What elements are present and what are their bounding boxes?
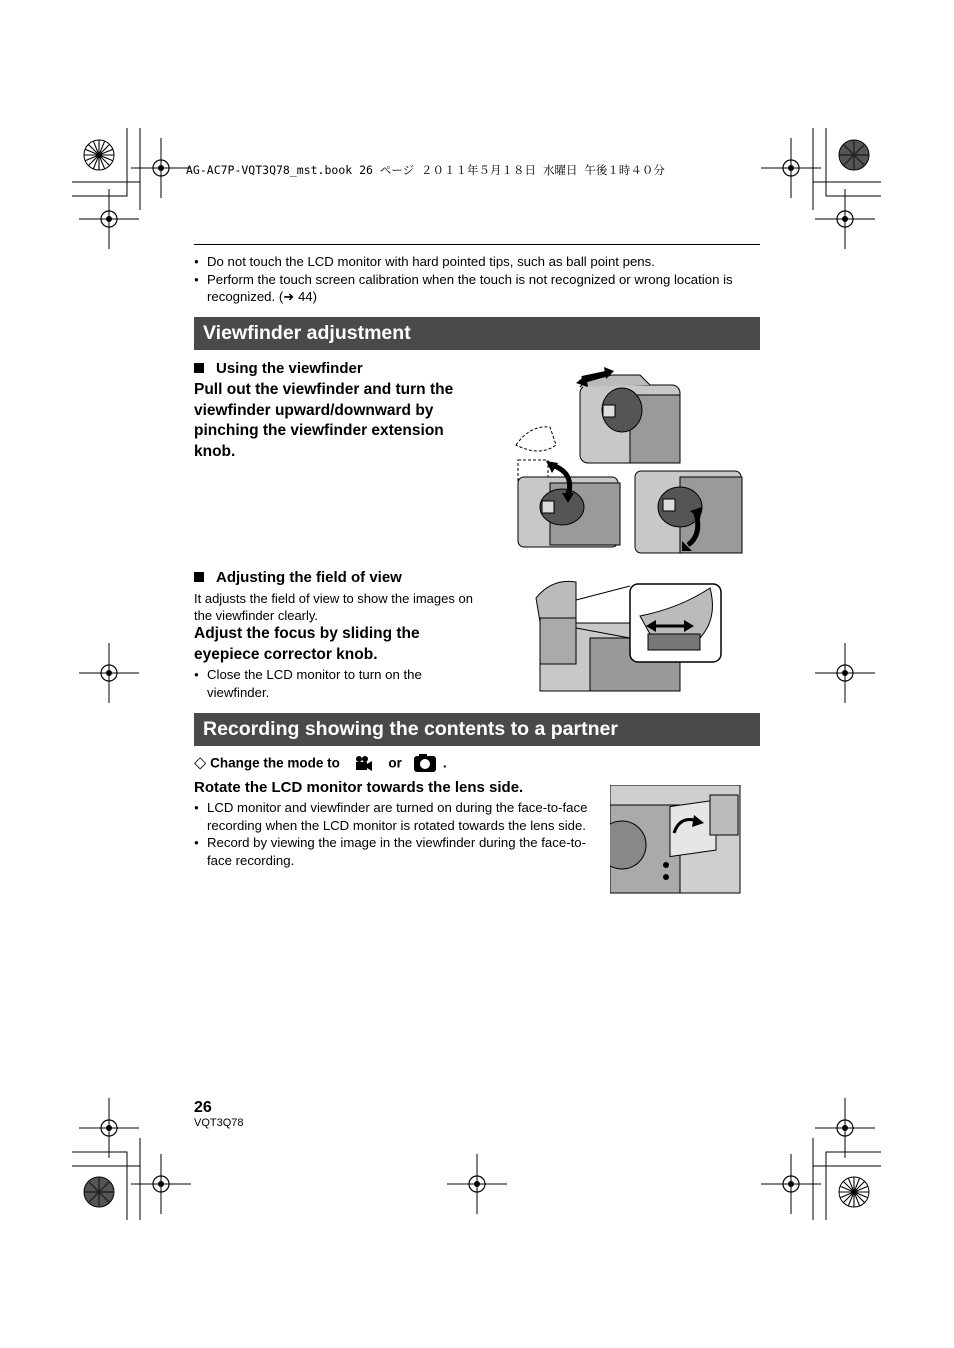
- mode-suffix-text: .: [442, 755, 447, 771]
- document-code: VQT3Q78: [194, 1117, 244, 1129]
- square-bullet-icon: [194, 572, 204, 582]
- square-bullet-icon: [194, 363, 204, 373]
- mode-prefix-text: Change the mode to: [210, 755, 340, 771]
- top-notes: [194, 253, 760, 306]
- recording-partner-notes: [194, 799, 589, 869]
- subheading-text: Adjusting the field of view: [216, 569, 402, 586]
- field-of-view-notes: [194, 666, 484, 701]
- section-title-viewfinder: Viewfinder adjustment: [194, 317, 760, 350]
- section-title-recording-partner: Recording showing the contents to a partner: [194, 713, 760, 746]
- lcd-rotated-illustration: [610, 785, 742, 895]
- note-item: ● LCD monitor and viewfinder are turned on during the face-to-face recording when the LCD monitor is rotated towards the lens side.: [194, 799, 589, 834]
- page-number: 26: [194, 1099, 212, 1116]
- viewfinder-movement-illustration: [510, 365, 750, 560]
- mode-instruction: [194, 754, 447, 774]
- eyepiece-corrector-illustration: [530, 578, 725, 692]
- instruction-adjust-focus: Adjust the focus by sliding the eyepiece corrector knob.: [194, 625, 420, 663]
- note-item: ● Record by viewing the image in the viewfinder during the face-to-face recording.: [194, 834, 589, 869]
- mode-or-text: or: [388, 755, 402, 771]
- camera-bottom-right-illustration: [635, 471, 742, 553]
- subheading-text: Using the viewfinder: [216, 360, 363, 377]
- camera-top-illustration: [580, 373, 680, 463]
- still-camera-icon: [413, 754, 439, 774]
- instruction-pull-viewfinder: Pull out the viewfinder and turn the viewfinder upward/downward by pinching the viewfinder extension knob.: [194, 381, 454, 460]
- subheading-field-of-view: [194, 569, 402, 587]
- field-of-view-description: It adjusts the field of view to show the images on the viewfinder clearly.: [194, 591, 473, 623]
- top-rule: [194, 244, 760, 245]
- diamond-icon: ◇: [194, 754, 207, 772]
- note-item: ● Do not touch the LCD monitor with hard pointed tips, such as ball point pens.: [194, 253, 760, 271]
- note-item: ● Close the LCD monitor to turn on the viewfinder.: [194, 666, 484, 701]
- instruction-rotate-lcd: Rotate the LCD monitor towards the lens side.: [194, 779, 524, 796]
- subheading-using-viewfinder: [194, 360, 363, 378]
- print-header-line: AG-AC7P-VQT3Q78_mst.book 26 ページ ２０１１年５月１８日 水曜日 午後１時４０分: [186, 163, 665, 177]
- note-item: ● Perform the touch screen calibration when the touch is not recognized or wrong location is recognized. (➜ 44): [194, 271, 760, 306]
- video-camera-icon: [351, 754, 377, 774]
